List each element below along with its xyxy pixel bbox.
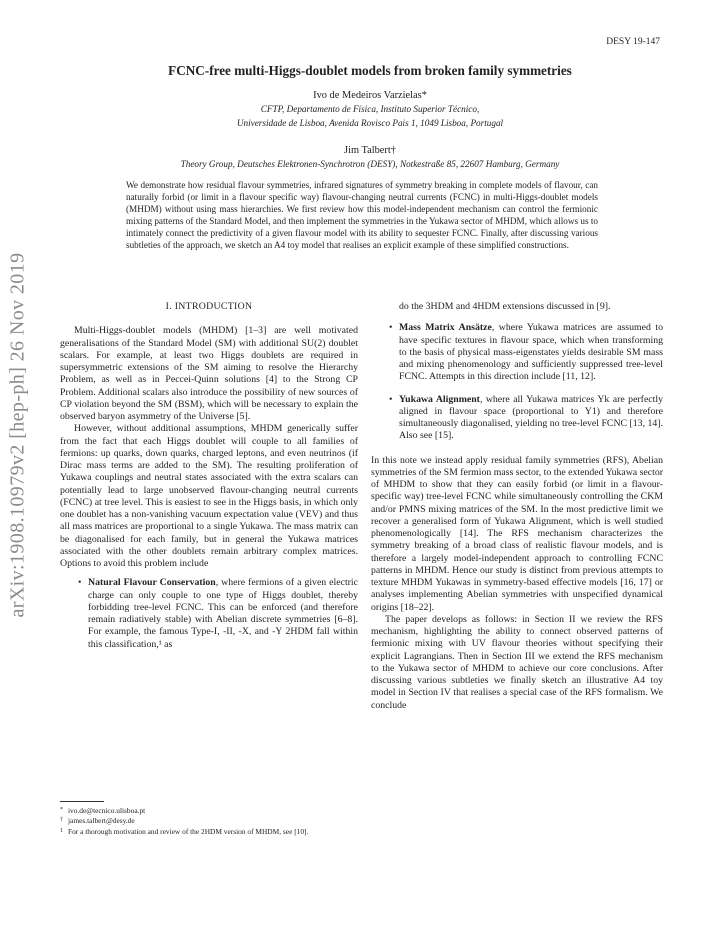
author-name-1: Ivo de Medeiros Varzielas* — [313, 90, 427, 101]
bullet-text: , where all Yukawa matrices Yk are perfectly aligned in flavour space (proportional to Y1) and therefore simultaneously diagonalised, yielding no tree-level FCNC [13, 14]. Also see [15]. — [399, 393, 663, 442]
bullet-text: , where fermions of a given electric charge can only couple to one type of Higgs doublet, thereby forbidding tree-level FCNC. This can be enforced (and therefore remain radiatively stable) with Abelian discrete symmetries [6–8]. For example, the famous Type-I, -II, -X, and -Y 2HDM fall within this classification,¹ as — [88, 577, 359, 650]
right-column — [371, 301, 663, 712]
author-affiliation-1b: Universidade de Lisboa, Avenida Rovisco Pais 1, 1049 Lisboa, Portugal — [236, 118, 504, 128]
author-name-2: Jim Talbert† — [344, 145, 396, 156]
list-item — [371, 322, 663, 383]
report-number: DESY 19-147 — [606, 37, 660, 47]
footnote: † james.talbert@desy.de — [60, 816, 135, 826]
email-link-1[interactable]: ivo.de@tecnico.ulisboa.pt — [68, 806, 146, 815]
bullet-icon: • — [78, 577, 82, 589]
body-paragraph-4: The paper develops as follows: in Section II we review the RFS mechanism, highlighting the ability to connect observed patterns of fermionic mixing with UV flavour theories without specifying their explicit Lagrangians. Then in Section III we extend the RFS mechanism to the Yukawa sector of MHDM to achieve our core conclusions. After discussing various subtleties we finally sketch an illustrative A4 toy model in Section IV that realises a special case of the RFS formalism. We conclude — [371, 613, 663, 711]
paper-title: FCNC-free multi-Higgs-doublet models from broken family symmetries — [168, 63, 572, 78]
list-item — [60, 577, 358, 651]
bullet-text: , where Yukawa matrices are assumed to have specific textures in flavour space, which when transforming to the basis of physical mass-eigenstates yields desirable SM mass and mixing phenomenology and sufficiently suppressed tree-level FCNC. Attempts in this direction include [11, 12]. — [399, 322, 663, 383]
list-item-continuation: do the 3HDM and 4HDM extensions discussed in [9]. — [399, 301, 611, 312]
footnotes — [60, 806, 358, 837]
author-affiliation-1a: CFTP, Departamento de Física, Instituto Superior Técnico, — [260, 104, 480, 114]
bullet-title: Mass Matrix Ansätze — [399, 322, 492, 334]
author-affiliation-2: Theory Group, Deutsches Elektronen-Synchrotron (DESY), Notkestraße 85, 22607 Hamburg, Germany — [180, 159, 560, 169]
abstract: We demonstrate how residual flavour symmetries, infrared signatures of symmetry breaking in complete models of flavour, can naturally forbid (or limit in a flavour specific way) flavour-changing neutral currents (FCNC) in multi-Higgs-doublet models (MHDM) without using mass hierarchies. We first review how this model-independent mechanism can control the fermionic mixing patterns of the Standard Model, and then implement the symmetries in the Yukawa sector of MHDM, which allows us to intimately connect the predictivity of a given flavour model with its ability to sequester FCNC. Finally, after discussing various subtleties of the approach, we sketch an A4 toy model that realises an explicit example of these simplified constructions. — [126, 180, 598, 250]
body-paragraph-3: In this note we instead apply residual family symmetries (RFS), Abelian symmetries of the SM fermion mass sector, to the extended Yukawa sector of MHDM to show that they can easily forbid (or limit in a flavour-specific way) tree-level FCNC while simultaneously controlling the CKM and/or PMNS mixing matrices of the SM. In the most predictive limit we recover a generalised form of Yukawa Alignment, which is well studied phenomenologically [14]. The RFS mechanism characterizes the symmetry breaking of a broad class of realistic flavour models, and is therefore a largely model-independent approach to controlling FCNC patterns in MHDM. Hence our study is distinct from previous attempts to texture MHDM Yukawas in symmetry-based effective models [16, 17] or analyses implementing Abelian symmetries with unspecified dynamical origins [18–22]. — [371, 454, 663, 613]
footnote-divider — [60, 801, 104, 802]
bullet-icon: • — [389, 322, 393, 334]
footnote: * ivo.de@tecnico.ulisboa.pt — [60, 806, 146, 815]
footnote: 1 For a thorough motivation and review of the 2HDM version of MHDM, see [10]. — [60, 826, 309, 836]
section-heading: I. INTRODUCTION — [165, 301, 253, 312]
email-link-2[interactable]: james.talbert@desy.de — [68, 816, 135, 826]
arxiv-identifier-text: arXiv:1908.10979v2 [hep-ph] 26 Nov 2019 — [6, 252, 29, 618]
bullet-title: Yukawa Alignment — [399, 393, 480, 405]
bullet-title: Natural Flavour Conservation — [88, 577, 216, 589]
arxiv-identifier[interactable] — [6, 225, 30, 645]
list-item — [371, 394, 663, 443]
intro-paragraph-2: However, without additional assumptions, MHDM generically suffer from the fact that each Higgs doublet will couple to all families of fermions: up quarks, down quarks, charged leptons, and even neutrinos (if Dirac mass terms are added to the SM). The resulting proliferation of Yukawa couplings and neutral states associated with the extra scalars can potentially lead to large unobserved flavour-changing neutral currents (FCNC) at tree level. This is easiest to see in the Higgs basis, in which only one doublet has a non-vanishing vacuum expectation value (VEV) and thus all mass matrices are proportional to a single Yukawa. The mass matrix can be diagonalised for each family, but in general the Yukawa matrices associated with the other doublets remain arbitrary complex matrices. Options to avoid this problem include — [60, 423, 358, 569]
intro-paragraph-1: Multi-Higgs-doublet models (MHDM) [1–3] are well motivated generalisations of the Standard Model (SM) with additional SU(2) doublet scalars. For example, at least two Higgs doublets are required in supersymmetric extensions of the SM aiming to resolve the Hierarchy Problem, as well as in Peccei-Quinn solutions [4] to the Strong CP Problem. Additional scalars also introduce the possibility of new sources of CP violation beyond the SM (BSM), which will be necessary to explain the observed baryon asymmetry of the Universe [5]. — [60, 325, 358, 422]
bullet-icon: • — [389, 393, 393, 405]
left-column — [60, 301, 358, 660]
